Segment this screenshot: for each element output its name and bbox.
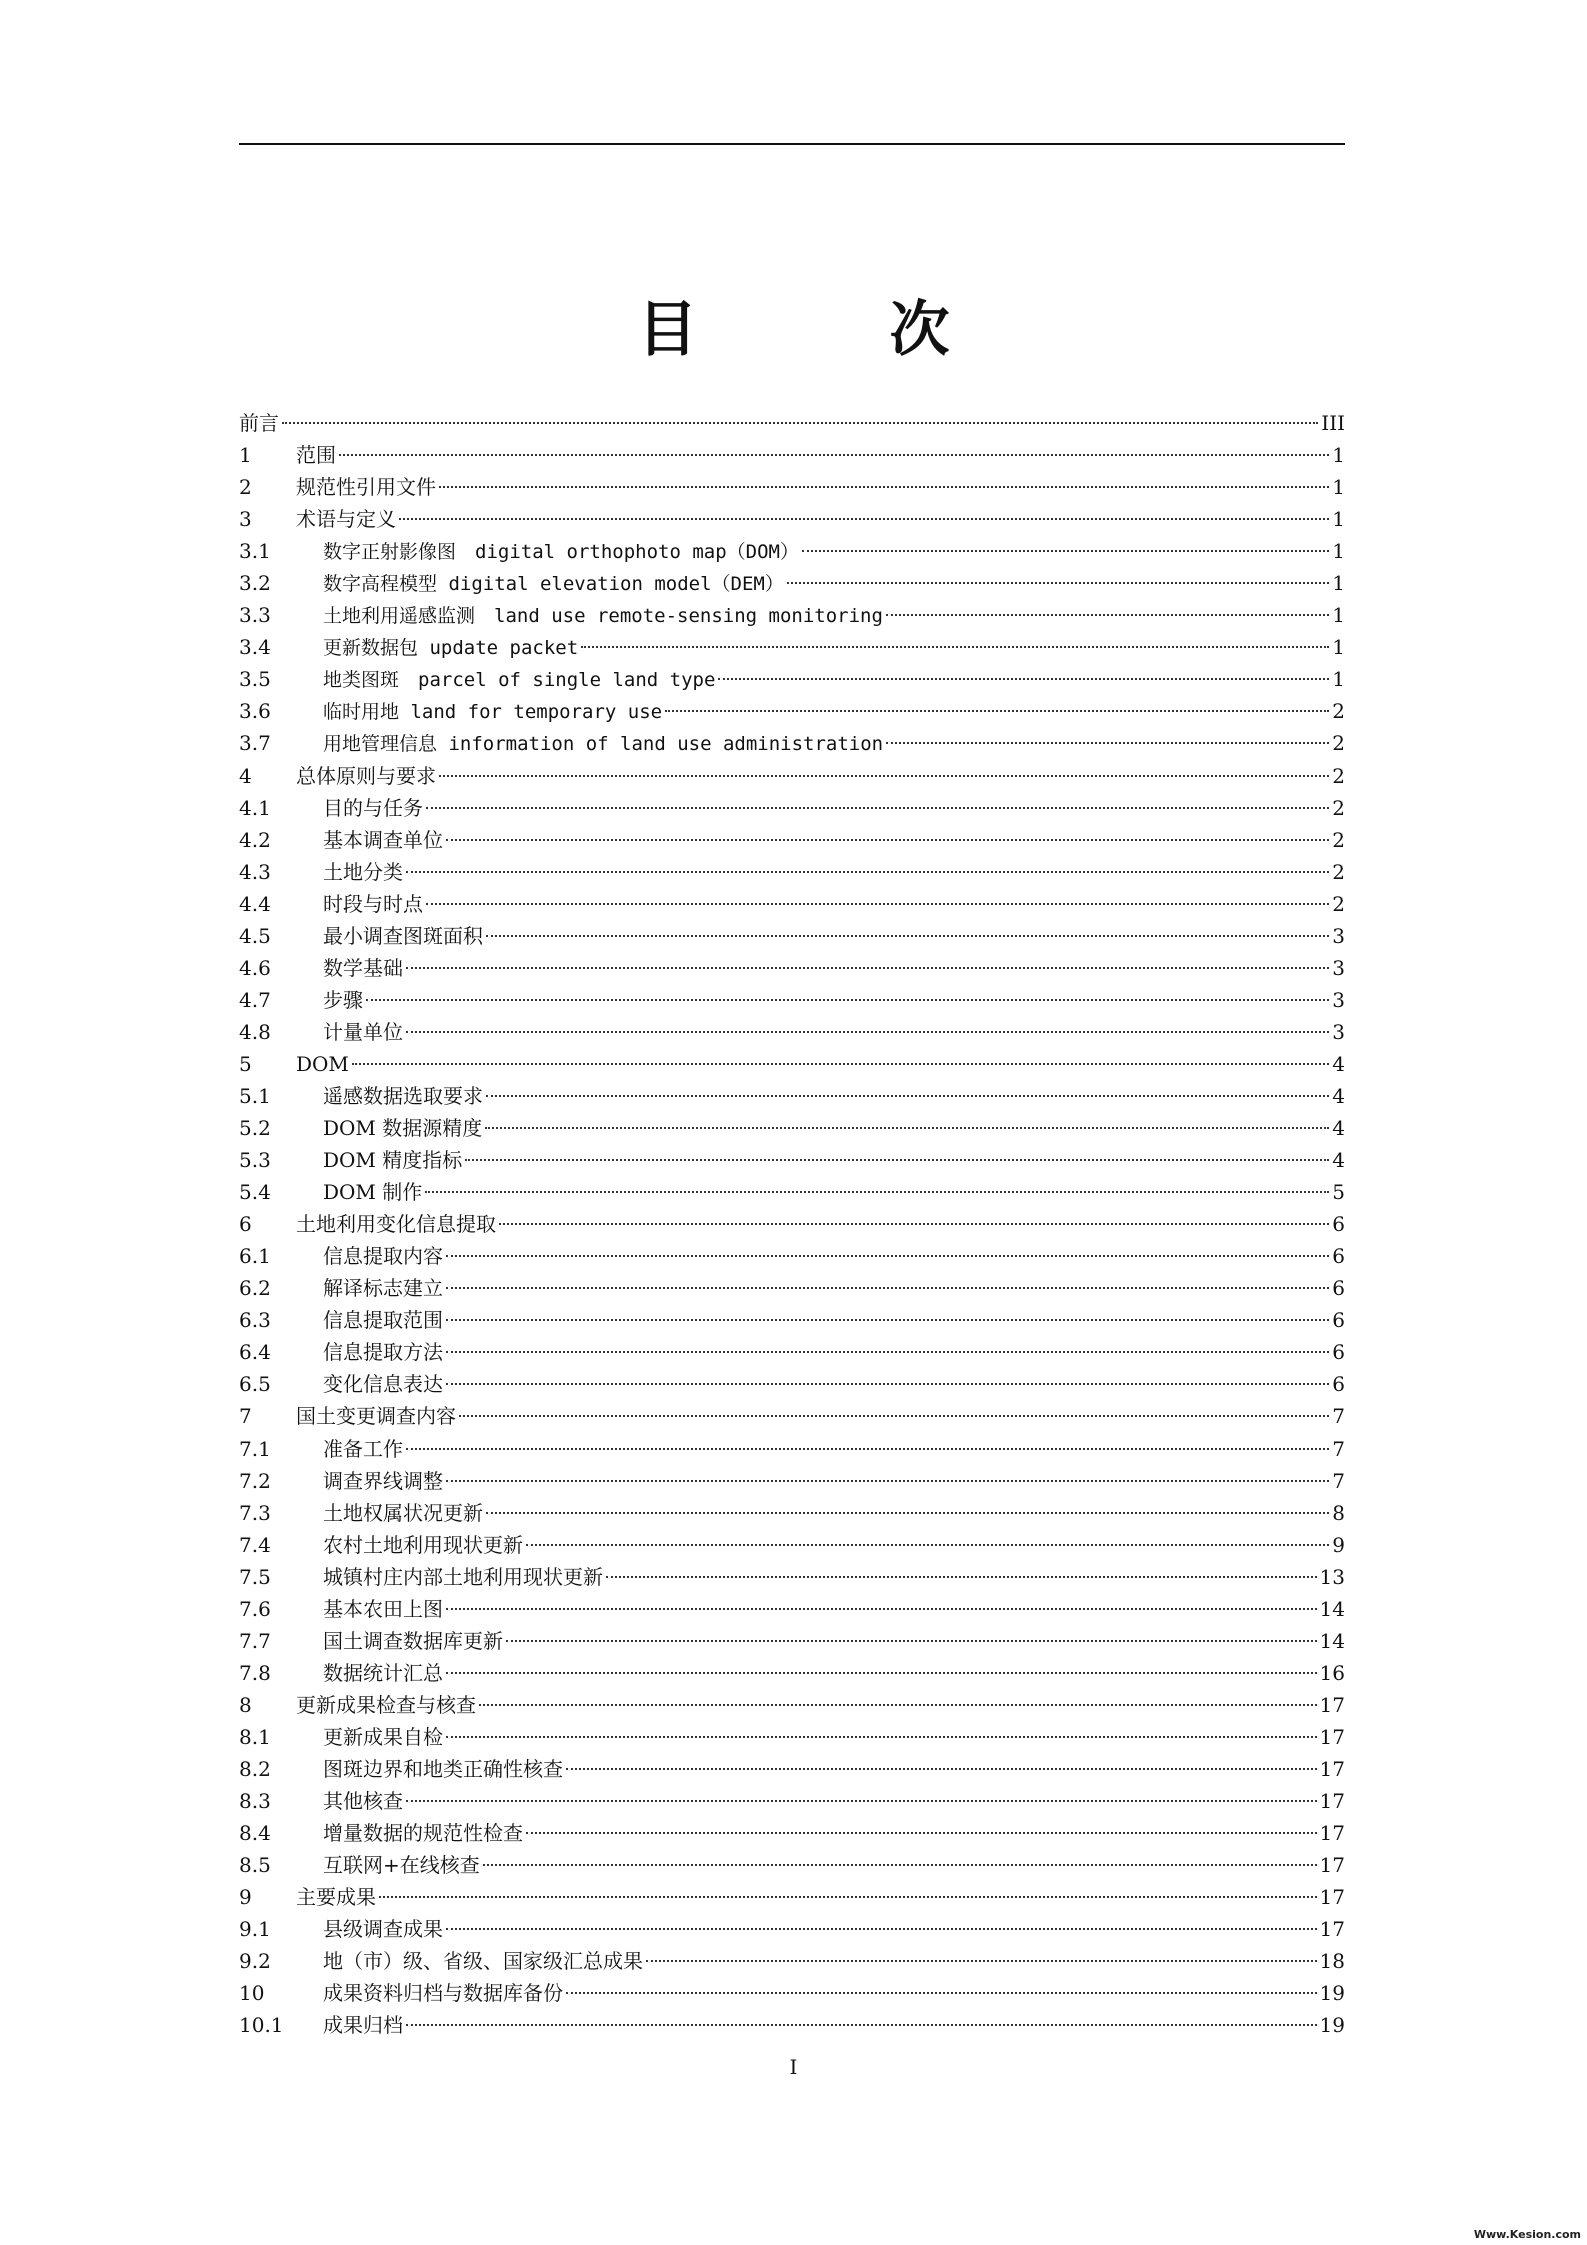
toc-leader-dots — [606, 1576, 1317, 1578]
toc-entry-title: 主要成果 — [296, 1885, 376, 1910]
toc-entry-number: 6.2 — [239, 1276, 271, 1301]
toc-entry-page: 1 — [1332, 475, 1345, 500]
toc-leader-dots — [439, 486, 1329, 488]
toc-entry-number: 5.1 — [239, 1083, 271, 1108]
toc-entry-page: 2 — [1332, 859, 1345, 884]
toc-entry-title: 其他核查 — [323, 1789, 403, 1814]
toc-leader-dots — [479, 1704, 1317, 1706]
toc-entry-page: 18 — [1319, 1949, 1345, 1974]
toc-entry[interactable] — [239, 1112, 1345, 1144]
toc-entry[interactable] — [239, 503, 1345, 535]
toc-leader-dots — [446, 1351, 1329, 1353]
toc-entry-title: 数字高程模型 digital elevation model（DEM） — [323, 573, 784, 596]
toc-entry-page: 7 — [1332, 1436, 1345, 1461]
watermark-text: Www.Kesion.com — [1473, 2228, 1581, 2241]
toc-leader-dots — [485, 1127, 1329, 1129]
toc-entry-title: 总体原则与要求 — [296, 763, 436, 788]
toc-entry-title: 准备工作 — [323, 1436, 403, 1461]
toc-entry-page: 14 — [1319, 1596, 1345, 1621]
toc-entry-page: 1 — [1332, 507, 1345, 532]
toc-entry-title: 术语与定义 — [296, 507, 396, 532]
toc-entry[interactable] — [239, 535, 1345, 567]
toc-leader-dots — [465, 1159, 1329, 1161]
toc-entry-page: 17 — [1319, 1724, 1345, 1749]
toc-entry-page: 17 — [1319, 1917, 1345, 1942]
toc-entry-page: 1 — [1332, 603, 1345, 628]
toc-entry[interactable] — [239, 1881, 1345, 1913]
toc-entry[interactable] — [239, 1625, 1345, 1657]
toc-entry-number: 8.5 — [239, 1853, 271, 1878]
toc-entry-page: 17 — [1319, 1885, 1345, 1910]
toc-entry-page: 2 — [1332, 763, 1345, 788]
toc-entry[interactable] — [239, 695, 1345, 727]
toc-entry[interactable] — [239, 631, 1345, 663]
toc-leader-dots — [526, 1544, 1329, 1546]
toc-entry-title: DOM 制作 — [323, 1180, 423, 1205]
toc-entry-number: 10.1 — [239, 2013, 284, 2038]
toc-entry-number: 3.7 — [239, 731, 271, 756]
toc-entry[interactable] — [239, 1753, 1345, 1785]
toc-entry-title: 范围 — [296, 443, 336, 468]
toc-entry-page: 17 — [1319, 1789, 1345, 1814]
toc-entry-title: 成果归档 — [323, 2013, 403, 2038]
toc-entry-page: 19 — [1319, 2013, 1345, 2038]
toc-entry-page: 17 — [1319, 1692, 1345, 1717]
toc-entry-number: 9.2 — [239, 1949, 271, 1974]
toc-entry[interactable] — [239, 984, 1345, 1016]
toc-entry[interactable] — [239, 471, 1345, 503]
toc-entry[interactable] — [239, 1497, 1345, 1529]
toc-entry-page: 6 — [1332, 1244, 1345, 1269]
toc-entry-title: 农村土地利用现状更新 — [323, 1532, 523, 1557]
toc-leader-dots — [446, 839, 1329, 841]
toc-entry[interactable] — [239, 1817, 1345, 1849]
toc-leader-dots — [446, 1608, 1317, 1610]
toc-entry[interactable] — [239, 1945, 1345, 1977]
toc-entry-page: 8 — [1332, 1500, 1345, 1525]
toc-leader-dots — [446, 1383, 1329, 1385]
toc-leader-dots — [446, 1319, 1329, 1321]
toc-leader-dots — [406, 1031, 1329, 1033]
toc-entry[interactable] — [239, 856, 1345, 888]
toc-entry-number: 4.2 — [239, 827, 271, 852]
toc-entry-page: 5 — [1332, 1180, 1345, 1205]
toc-entry-page: 2 — [1332, 699, 1345, 724]
toc-leader-dots — [379, 1896, 1317, 1898]
toc-entry-number: 4.4 — [239, 891, 271, 916]
toc-entry[interactable] — [239, 567, 1345, 599]
toc-leader-dots — [718, 678, 1329, 680]
header-rule — [239, 143, 1345, 145]
toc-leader-dots — [446, 1672, 1317, 1674]
toc-entry[interactable] — [239, 920, 1345, 952]
toc-entry-number: 9 — [239, 1885, 252, 1910]
toc-entry[interactable] — [239, 1048, 1345, 1080]
toc-entry-number: 9.1 — [239, 1917, 271, 1942]
toc-entry-page: 6 — [1332, 1212, 1345, 1237]
toc-entry-number: 6 — [239, 1212, 252, 1237]
toc-entry-title: 更新成果检查与核查 — [296, 1692, 476, 1717]
toc-leader-dots — [446, 1287, 1329, 1289]
toc-entry-title: 用地管理信息 information of land use administration — [323, 733, 884, 756]
toc-entry-page: 3 — [1332, 987, 1345, 1012]
toc-entry-title: 地类图斑 parcel of single land type — [323, 669, 716, 692]
toc-entry-number: 1 — [239, 443, 252, 468]
toc-entry[interactable] — [239, 1304, 1345, 1336]
toc-leader-dots — [802, 550, 1329, 552]
toc-entry-title: 土地利用变化信息提取 — [296, 1212, 496, 1237]
toc-entry-title: 图斑边界和地类正确性核查 — [323, 1756, 563, 1781]
toc-entry-page: 16 — [1319, 1660, 1345, 1685]
toc-entry-page: 2 — [1332, 827, 1345, 852]
toc-entry-number: 6.3 — [239, 1308, 271, 1333]
toc-entry[interactable] — [239, 1529, 1345, 1561]
toc-entry[interactable] — [239, 1593, 1345, 1625]
toc-entry-number: 3 — [239, 507, 252, 532]
toc-entry-number: 6.1 — [239, 1244, 271, 1269]
toc-entry-number: 3.3 — [239, 603, 271, 628]
toc-entry-title: DOM 数据源精度 — [323, 1116, 483, 1141]
toc-entry-page: 4 — [1332, 1116, 1345, 1141]
toc-entry[interactable] — [239, 1208, 1345, 1240]
toc-entry-page: 1 — [1332, 635, 1345, 660]
toc-entry-page: 9 — [1332, 1532, 1345, 1557]
toc-entry-number: 5.3 — [239, 1148, 271, 1173]
toc-entry[interactable] — [239, 1561, 1345, 1593]
toc-leader-dots — [566, 1992, 1317, 1994]
toc-entry-title: 互联网+在线核查 — [323, 1853, 480, 1878]
toc-leader-dots — [439, 775, 1329, 777]
toc-leader-dots — [406, 967, 1329, 969]
toc-entry-number: 7.1 — [239, 1436, 271, 1461]
toc-entry-title: 计量单位 — [323, 1019, 403, 1044]
toc-entry-number: 4.6 — [239, 955, 271, 980]
toc-entry[interactable] — [239, 1433, 1345, 1465]
toc-entry-page: 7 — [1332, 1468, 1345, 1493]
toc-leader-dots — [446, 1480, 1329, 1482]
toc-entry-number: 7.8 — [239, 1660, 271, 1685]
toc-entry-page: 19 — [1319, 1981, 1345, 2006]
toc-entry-page: 4 — [1332, 1051, 1345, 1076]
toc-entry-title: 遥感数据选取要求 — [323, 1083, 483, 1108]
toc-entry-title: 解译标志建立 — [323, 1276, 443, 1301]
toc-leader-dots — [406, 1448, 1329, 1450]
toc-entry-number: 7.2 — [239, 1468, 271, 1493]
toc-entry-page: 7 — [1332, 1404, 1345, 1429]
page-title: 目 次 — [637, 295, 1016, 365]
toc-entry-title: 数据统计汇总 — [323, 1660, 443, 1685]
toc-entry[interactable] — [239, 1721, 1345, 1753]
toc-leader-dots — [486, 1512, 1329, 1514]
toc-leader-dots — [787, 582, 1329, 584]
toc-entry[interactable] — [239, 1016, 1345, 1048]
toc-entry-page: 2 — [1332, 731, 1345, 756]
toc-entry-number: 5 — [239, 1051, 252, 1076]
toc-leader-dots — [406, 1800, 1317, 1802]
toc-entry[interactable] — [239, 952, 1345, 984]
toc-entry-number: 5.2 — [239, 1116, 271, 1141]
toc-entry[interactable] — [239, 2009, 1345, 2041]
toc-entry-page: 2 — [1332, 795, 1345, 820]
toc-leader-dots — [506, 1640, 1317, 1642]
toc-leader-dots — [581, 646, 1329, 648]
toc-entry-page: 3 — [1332, 955, 1345, 980]
toc-entry[interactable] — [239, 1913, 1345, 1945]
toc-leader-dots — [446, 1736, 1317, 1738]
toc-entry-title: 县级调查成果 — [323, 1917, 443, 1942]
toc-leader-dots — [352, 1063, 1329, 1065]
toc-entry-page: 17 — [1319, 1853, 1345, 1878]
toc-entry-page: 1 — [1332, 539, 1345, 564]
toc-entry-title: 国土变更调查内容 — [296, 1404, 456, 1429]
toc-entry-title: 数学基础 — [323, 955, 403, 980]
toc-leader-dots — [339, 454, 1329, 456]
toc-entry-page: 14 — [1319, 1628, 1345, 1653]
toc-leader-dots — [446, 1255, 1329, 1257]
toc-entry-title: 更新数据包 update packet — [323, 637, 579, 660]
toc-entry-number: 4.5 — [239, 923, 271, 948]
toc-entry-title: 变化信息表达 — [323, 1372, 443, 1397]
toc-entry[interactable] — [239, 1368, 1345, 1400]
toc-entry-number: 4.8 — [239, 1019, 271, 1044]
toc-entry-number: 8.1 — [239, 1724, 271, 1749]
table-of-contents — [239, 407, 1345, 2041]
toc-entry-number: 7.6 — [239, 1596, 271, 1621]
toc-leader-dots — [446, 1928, 1317, 1930]
toc-entry-title: 土地分类 — [323, 859, 403, 884]
toc-entry[interactable] — [239, 663, 1345, 695]
toc-entry-page: 1 — [1332, 571, 1345, 596]
toc-entry-page: 1 — [1332, 667, 1345, 692]
toc-entry-number: 10 — [239, 1981, 265, 2006]
toc-leader-dots — [282, 422, 1318, 424]
toc-entry-number: 7.7 — [239, 1628, 271, 1653]
toc-entry-title: 数字正射影像图 digital orthophoto map（DOM） — [323, 541, 799, 564]
toc-entry-page: 6 — [1332, 1372, 1345, 1397]
toc-entry-number: 4.7 — [239, 987, 271, 1012]
toc-entry-number: 2 — [239, 475, 252, 500]
toc-entry-page: 6 — [1332, 1340, 1345, 1365]
toc-entry[interactable] — [239, 1272, 1345, 1304]
toc-entry-number: 4.1 — [239, 795, 271, 820]
toc-entry-title: 地（市）级、省级、国家级汇总成果 — [323, 1949, 643, 1974]
toc-entry-page: 3 — [1332, 1019, 1345, 1044]
toc-entry[interactable] — [239, 1176, 1345, 1208]
toc-entry[interactable] — [239, 760, 1345, 792]
toc-entry[interactable] — [239, 888, 1345, 920]
toc-entry-number: 7.3 — [239, 1500, 271, 1525]
toc-entry-page: 4 — [1332, 1148, 1345, 1173]
toc-entry-number: 8.4 — [239, 1821, 271, 1846]
toc-entry[interactable] — [239, 407, 1345, 439]
toc-entry-number: 4.3 — [239, 859, 271, 884]
toc-entry[interactable] — [239, 1785, 1345, 1817]
toc-entry-title: 增量数据的规范性检查 — [323, 1821, 523, 1846]
toc-entry-title: 基本调查单位 — [323, 827, 443, 852]
toc-entry-number: 3.4 — [239, 635, 271, 660]
toc-entry-title: 信息提取范围 — [323, 1308, 443, 1333]
toc-leader-dots — [406, 871, 1329, 873]
toc-entry-number: 3.1 — [239, 539, 271, 564]
toc-entry[interactable] — [239, 1144, 1345, 1176]
toc-leader-dots — [486, 935, 1329, 937]
toc-entry-title: 时段与时点 — [323, 891, 423, 916]
toc-entry-number: 3.2 — [239, 571, 271, 596]
toc-entry-page: 1 — [1332, 443, 1345, 468]
toc-entry-page: 3 — [1332, 923, 1345, 948]
toc-entry-number: 3.6 — [239, 699, 271, 724]
toc-entry-number: 8.2 — [239, 1756, 271, 1781]
toc-leader-dots — [486, 1095, 1329, 1097]
toc-entry-title: 步骤 — [323, 987, 363, 1012]
toc-entry[interactable] — [239, 1400, 1345, 1432]
toc-entry[interactable] — [239, 824, 1345, 856]
toc-leader-dots — [499, 1223, 1329, 1225]
toc-entry[interactable] — [239, 1336, 1345, 1368]
toc-entry-title: 信息提取内容 — [323, 1244, 443, 1269]
toc-entry[interactable] — [239, 1080, 1345, 1112]
toc-entry[interactable] — [239, 599, 1345, 631]
toc-leader-dots — [886, 742, 1329, 744]
toc-entry-page: 17 — [1319, 1821, 1345, 1846]
toc-leader-dots — [459, 1415, 1329, 1417]
toc-entry-title: 信息提取方法 — [323, 1340, 443, 1365]
toc-entry-title: 更新成果自检 — [323, 1724, 443, 1749]
toc-entry-number: 3.5 — [239, 667, 271, 692]
toc-entry-title: 调查界线调整 — [323, 1468, 443, 1493]
toc-entry-number: 8 — [239, 1692, 252, 1717]
toc-entry-page: III — [1321, 411, 1345, 435]
toc-entry-title: 临时用地 land for temporary use — [323, 701, 663, 724]
toc-entry-title: 规范性引用文件 — [296, 475, 436, 500]
toc-entry-title: 国土调查数据库更新 — [323, 1628, 503, 1653]
toc-leader-dots — [483, 1864, 1317, 1866]
toc-leader-dots — [886, 614, 1329, 616]
toc-leader-dots — [399, 518, 1329, 520]
toc-entry[interactable] — [239, 1240, 1345, 1272]
toc-entry-page: 2 — [1332, 891, 1345, 916]
toc-entry-title: 土地利用遥感监测 land use remote-sensing monitoring — [323, 605, 883, 628]
toc-entry-title: 最小调查图斑面积 — [323, 923, 483, 948]
toc-entry[interactable] — [239, 1977, 1345, 2009]
toc-entry[interactable] — [239, 439, 1345, 471]
toc-entry-page: 17 — [1319, 1756, 1345, 1781]
toc-entry[interactable] — [239, 1689, 1345, 1721]
toc-entry-title: DOM 精度指标 — [323, 1148, 463, 1173]
toc-entry[interactable] — [239, 1465, 1345, 1497]
toc-entry-page: 13 — [1319, 1564, 1345, 1589]
toc-entry[interactable] — [239, 727, 1345, 759]
toc-leader-dots — [665, 710, 1329, 712]
toc-entry-title: DOM — [296, 1051, 349, 1076]
toc-leader-dots — [526, 1832, 1317, 1834]
toc-entry-number: 7.4 — [239, 1532, 271, 1557]
toc-entry-number: 5.4 — [239, 1180, 271, 1205]
toc-entry-page: 4 — [1332, 1083, 1345, 1108]
toc-entry[interactable] — [239, 1849, 1345, 1881]
toc-leader-dots — [406, 2024, 1317, 2026]
toc-entry-title: 成果资料归档与数据库备份 — [323, 1981, 563, 2006]
toc-entry-title: 目的与任务 — [323, 795, 423, 820]
toc-entry-title: 基本农田上图 — [323, 1596, 443, 1621]
toc-entry-title: 前言 — [239, 411, 279, 435]
toc-entry-title: 土地权属状况更新 — [323, 1500, 483, 1525]
toc-entry-number: 6.4 — [239, 1340, 271, 1365]
toc-leader-dots — [426, 903, 1329, 905]
toc-entry-number: 8.3 — [239, 1789, 271, 1814]
toc-entry-number: 6.5 — [239, 1372, 271, 1397]
page-number: I — [789, 2055, 798, 2079]
toc-entry[interactable] — [239, 792, 1345, 824]
toc-entry[interactable] — [239, 1657, 1345, 1689]
toc-leader-dots — [425, 1191, 1329, 1193]
toc-leader-dots — [426, 807, 1329, 809]
toc-leader-dots — [646, 1960, 1317, 1962]
toc-entry-page: 6 — [1332, 1308, 1345, 1333]
toc-entry-number: 4 — [239, 763, 252, 788]
toc-entry-number: 7.5 — [239, 1564, 271, 1589]
toc-leader-dots — [366, 999, 1329, 1001]
toc-leader-dots — [566, 1768, 1317, 1770]
toc-entry-number: 7 — [239, 1404, 252, 1429]
toc-entry-page: 6 — [1332, 1276, 1345, 1301]
toc-entry-title: 城镇村庄内部土地利用现状更新 — [323, 1564, 603, 1589]
